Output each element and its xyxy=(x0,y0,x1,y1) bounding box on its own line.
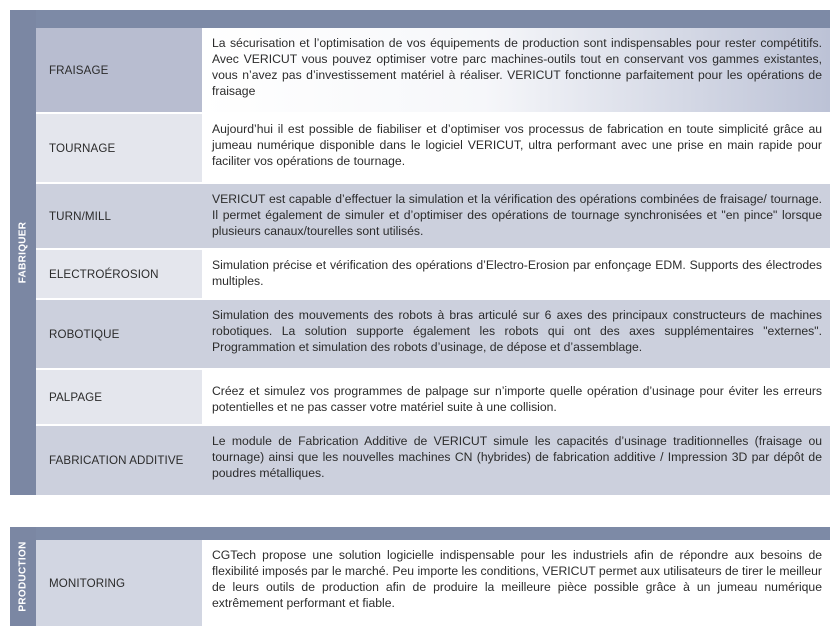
table-row-robotique xyxy=(36,300,830,368)
fabriquer-section-label: FABRIQUER xyxy=(17,221,29,284)
row-description: Simulation des mouvements des robots à bras articulé sur 6 axes des principaux constructeurs de machines robotiques. La solution supporte également les robots qui ont des axes supplémentaires "externes". Programmation et simulation des robots d’usinage, de dépose et d’assemblage. xyxy=(202,300,830,368)
row-description: Créez et simulez vos programmes de palpage sur n’importe quelle opération d’usinage pour éviter les erreurs potentielles et ne pas casser votre matériel suite à une collision. xyxy=(202,370,830,424)
table-row-monitoring xyxy=(36,540,830,626)
production-section xyxy=(10,527,830,626)
section-header-bar xyxy=(10,10,830,28)
row-label: TURN/MILL xyxy=(36,184,216,248)
table-row-tournage xyxy=(36,114,830,182)
production-section-label: PRODUCTION xyxy=(17,541,29,612)
row-description: La sécurisation et l’optimisation de vos équipements de production sont indispensables pour rester compétitifs. Avec VERICUT vous pouvez optimiser votre parc machines-outils tout en conservant vos gammes existantes, vous n’avez pas d’investissement matériel à réaliser. VERICUT fonctionne parfaitement pour les opérations de fraisage xyxy=(202,28,830,112)
row-description: Le module de Fabrication Additive de VERICUT simule les capacités d’usinage traditionnelles (fraisage ou tournage) ainsi que les nouvelles machines CN (hybrides) de fabrication additive / Impression 3D par dépôt de poudres métalliques. xyxy=(202,426,830,495)
table-row-turn-mill xyxy=(36,184,830,248)
row-description: CGTech propose une solution logicielle indispensable pour les industriels afin de répondre aux besoins de flexibilité imposés par le marché. Peu importe les conditions, VERICUT permet aux utilisateurs de tirer le meilleur de leurs outils de production afin de produire la meilleure pièce possible grâce à un jumeau numérique extrêmement performant et fiable. xyxy=(202,540,830,626)
row-label: FRAISAGE xyxy=(36,28,216,112)
table-row-fraisage xyxy=(36,28,830,112)
table-row-fabrication-additive xyxy=(36,426,830,495)
table-row-electroerosion xyxy=(36,250,830,298)
row-label: ELECTROÉROSION xyxy=(36,250,216,298)
row-label: PALPAGE xyxy=(36,370,216,424)
fabriquer-section xyxy=(10,10,830,495)
row-label: ROBOTIQUE xyxy=(36,300,216,368)
table-row-palpage xyxy=(36,370,830,424)
row-description: Simulation précise et vérification des opérations d’Electro-Erosion par enfonçage EDM. Supports des électrodes multiples. xyxy=(202,250,830,298)
row-label: TOURNAGE xyxy=(36,114,216,182)
section-header-bar xyxy=(10,527,830,540)
row-label: FABRICATION ADDITIVE xyxy=(36,426,216,495)
row-description: VERICUT est capable d’effectuer la simulation et la vérification des opérations combinées de fraisage/ tournage. Il permet également de simuler et d’optimiser des opérations de tournage synchronisées et "en pince" lorsque plusieurs canaux/tourelles sont utilisés. xyxy=(202,184,830,248)
fabriquer-sidebar xyxy=(10,10,36,495)
row-label: MONITORING xyxy=(36,540,216,626)
row-description: Aujourd’hui il est possible de fiabiliser et d’optimiser vos processus de fabrication en toute simplicité grâce au jumeau numérique disponible dans le logiciel VERICUT, ultra performant avec une prise en main rapide pour faciliter vos opérations de tournage. xyxy=(202,114,830,182)
production-sidebar xyxy=(10,527,36,626)
